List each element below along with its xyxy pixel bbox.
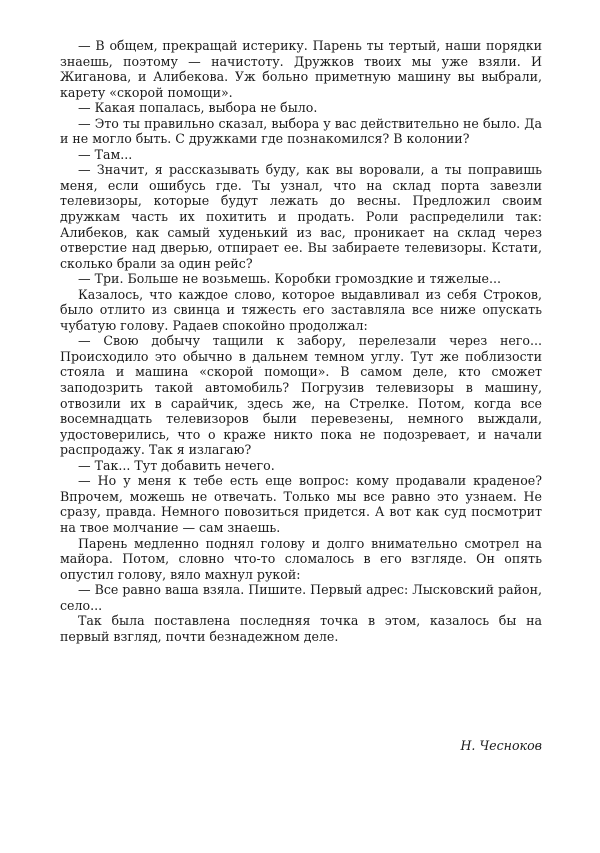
paragraph: — В общем, прекращай истерику. Парень ты тертый, наши порядки знаешь, поэтому — начистоту. Дружков твоих мы уже взяли. И Жиганова, и Алибекова. Уж больно приметную машину вы выбрали, карету «скорой помощи». bbox=[60, 38, 542, 100]
paragraph: Так была поставлена последняя точка в этом, казалось бы на первый взгляд, почти безнадежном деле. bbox=[60, 613, 542, 644]
paragraph: — Все равно ваша взяла. Пишите. Первый адрес: Лысковский район, село... bbox=[60, 582, 543, 613]
paragraph: — Свою добычу тащили к забору, перелезали через него... Происходило это обычно в дальнем темном углу. Тут же поблизости стояла и машина «скорой помощи». В самом деле, кто сможет заподозрить такой автомобиль? Погрузив телевизоры в машину, отвозили их в сарайчик, здесь же, на Стрелке. Потом, когда все восемнадцать телевизоров были перевезены, немного выждали, удостоверились, что о краже никто пока не подозревает, и начали распродажу. Так я излагаю? bbox=[60, 333, 542, 458]
author-signature: Н. Чесноков bbox=[460, 738, 542, 753]
paragraph: — Это ты правильно сказал, выбора у вас действительно не было. Да и не могло быть. С дружками где познакомился? В колонии? bbox=[60, 115, 542, 147]
paragraph: — Так... Тут добавить нечего. bbox=[78, 457, 275, 473]
paragraph: — Три. Больше не возьмешь. Коробки громоздкие и тяжелые... bbox=[78, 271, 502, 287]
paragraph: Казалось, что каждое слово, которое выдавливал из себя Строков, было отлито из свинца и тяжесть его заставляла все ниже опускать чубатую голову. Радаев спокойно продолжал: bbox=[60, 286, 542, 333]
paragraph: Парень медленно поднял голову и долго внимательно смотрел на майора. Потом, словно что-то сломалось в его взгляде. Он опять опустил голову, вяло махнул рукой: bbox=[60, 535, 542, 582]
article-body bbox=[60, 38, 542, 644]
paragraph: — Какая попалась, выбора не было. bbox=[78, 100, 318, 116]
paragraph: — Значит, я рассказывать буду, как вы воровали, а ты поправишь меня, если ошибусь где. Ты узнал, что на склад порта завезли телевизоры, которые будут лежать до весны. Предложил своим дружкам часть их похитить и продать. Роли распределили так: Алибеков, как самый худенький из вас, проникает на склад через отверстие над дверью, отпирает ее. Вы забираете телевизоры. Кстати, сколько брали за один рейс? bbox=[60, 162, 542, 271]
paragraph: — Там... bbox=[78, 146, 133, 162]
paragraph: — Но у меня к тебе есть еще вопрос: кому продавали краденое? Впрочем, можешь не отвечать. Только мы все равно это узнаем. Не сразу, правда. Немного повозиться придется. А вот как суд посмотрит на твое молчание — сам знаешь. bbox=[60, 473, 542, 535]
